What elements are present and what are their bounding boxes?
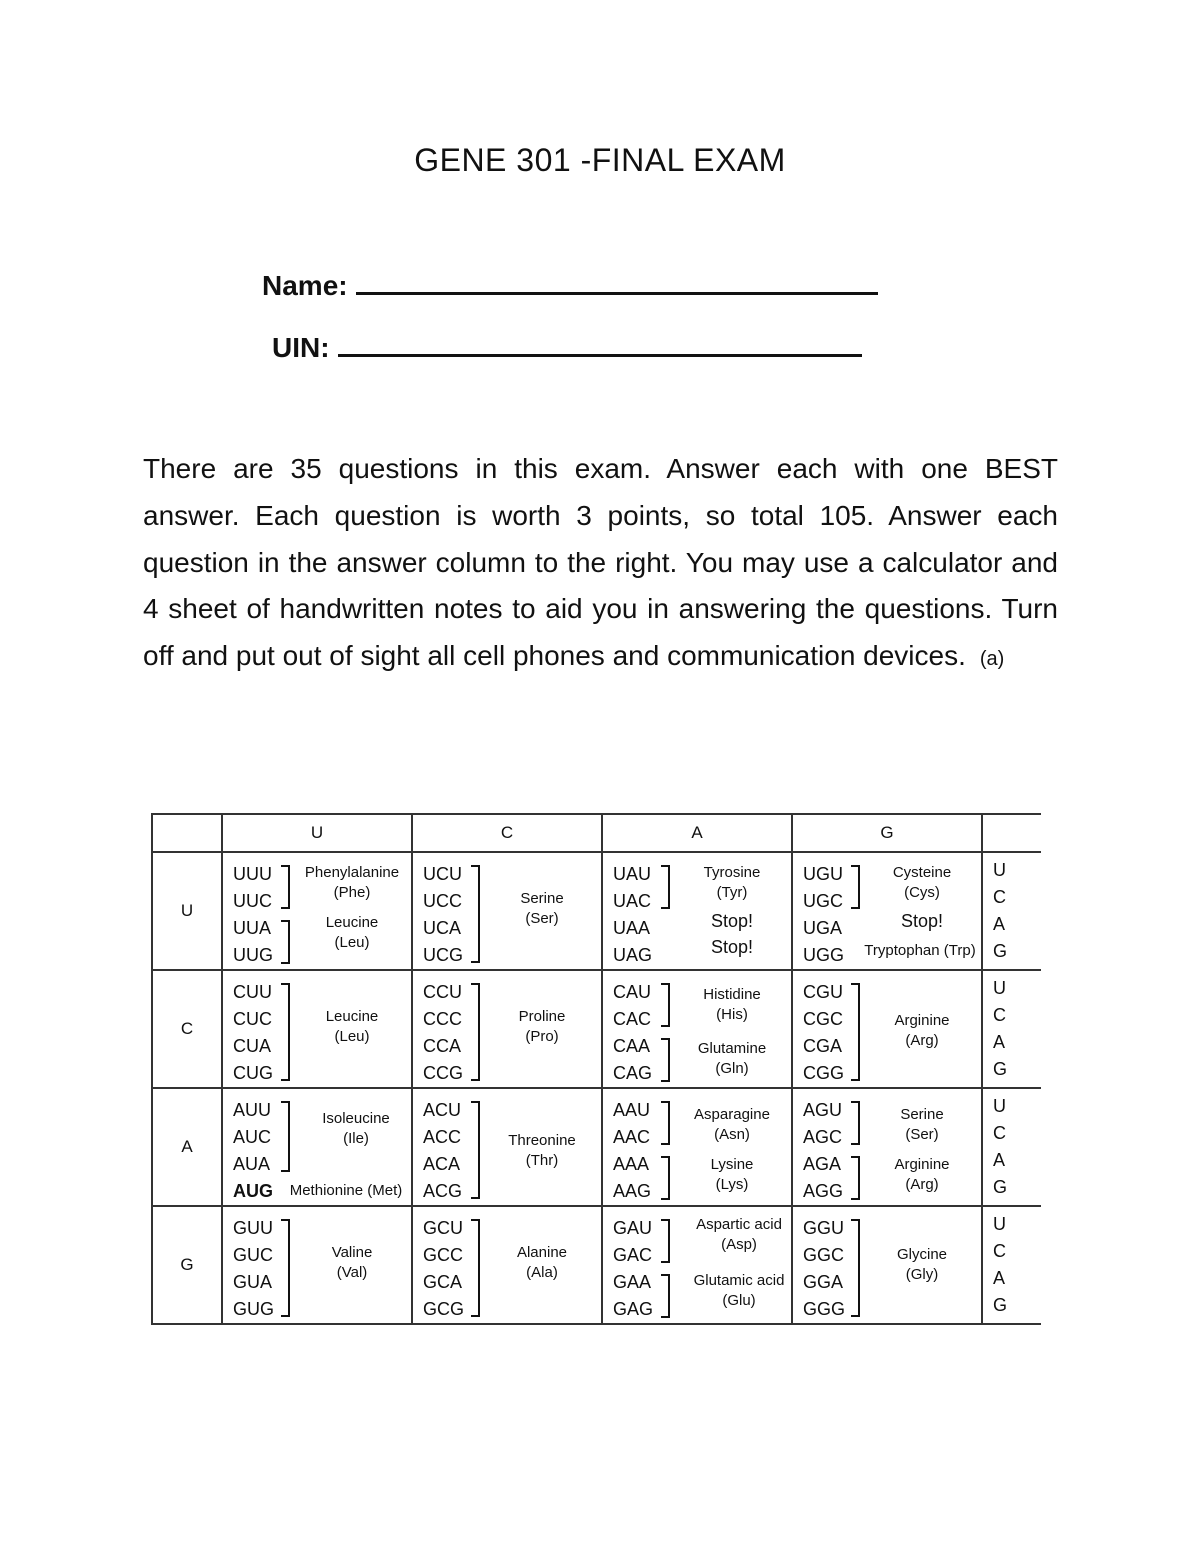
- codon-cell-ac: [412, 1088, 602, 1206]
- amino-acid-label: (Ser): [905, 1126, 939, 1143]
- codon: AGA: [803, 1154, 842, 1174]
- codon: CUG: [233, 1063, 273, 1083]
- codon: AAG: [613, 1181, 652, 1201]
- amino-acid-label: Tyrosine: [703, 864, 761, 881]
- third-position-label: U: [993, 860, 1006, 880]
- amino-acid-label: Histidine: [703, 986, 761, 1003]
- amino-acid-label: Glycine: [896, 1246, 948, 1263]
- codon: UUC: [233, 891, 272, 911]
- codon: GAA: [613, 1272, 652, 1292]
- codon: AUU: [233, 1100, 272, 1120]
- codon: UCG: [423, 945, 463, 965]
- codon: CAA: [613, 1036, 651, 1056]
- codon-bracket: [851, 983, 860, 1081]
- amino-acid-label: Cysteine: [892, 864, 952, 881]
- codon: GAC: [613, 1245, 653, 1265]
- codon: CCA: [423, 1036, 462, 1056]
- codon: CUU: [233, 982, 272, 1002]
- amino-acid-label: Valine: [331, 1244, 373, 1261]
- codon: CUC: [233, 1009, 272, 1029]
- codon: UAA: [613, 918, 651, 938]
- uin-field[interactable]: [272, 328, 862, 364]
- codon-bracket: [281, 920, 290, 964]
- amino-acid-label: Stop!: [900, 911, 944, 931]
- amino-acid-label: (Ser): [525, 910, 559, 927]
- amino-acid-label: (Asp): [721, 1236, 757, 1253]
- codon: UAC: [613, 891, 652, 911]
- codon-table-header-row: [152, 814, 1041, 852]
- codon-cell-ag: [792, 1088, 982, 1206]
- codon: UGU: [803, 864, 843, 884]
- codon: GUC: [233, 1245, 273, 1265]
- codon: UCU: [423, 864, 462, 884]
- codon: CGU: [803, 982, 843, 1002]
- codon: AGG: [803, 1181, 844, 1201]
- codon: GAG: [613, 1299, 654, 1319]
- codon-cell-gg: [792, 1206, 982, 1324]
- codon-bracket: [851, 1219, 860, 1317]
- codon: GGU: [803, 1218, 845, 1238]
- third-position-label: U: [993, 1214, 1006, 1234]
- amino-acid-label: (Pro): [525, 1028, 559, 1045]
- codon-bracket: [471, 983, 480, 1081]
- amino-acid-label: Serine: [520, 890, 564, 907]
- amino-acid-label: (Ile): [343, 1130, 369, 1147]
- third-position-labels: [982, 852, 1041, 970]
- codon-bracket: [281, 1101, 290, 1172]
- codon-bracket: [471, 865, 480, 963]
- column-header-u: U: [222, 814, 412, 852]
- codon: AAC: [613, 1127, 651, 1147]
- third-position-label: C: [993, 1005, 1006, 1025]
- amino-acid-label: (Phe): [333, 884, 371, 901]
- codon: CGG: [803, 1063, 845, 1083]
- amino-acid-label: (Gly): [905, 1266, 939, 1283]
- third-position-label: A: [993, 1268, 1006, 1288]
- codon-cell-ga: [602, 1206, 792, 1324]
- codon: CCU: [423, 982, 462, 1002]
- row-label-g: G: [152, 1206, 222, 1324]
- instructions-tag: (a): [979, 648, 1005, 671]
- amino-acid-label: Aspartic acid: [696, 1216, 782, 1233]
- codon-cell-ug: [792, 852, 982, 970]
- codon-cell-ca: [602, 970, 792, 1088]
- codon: GGC: [803, 1245, 845, 1265]
- codon-cell-gc: [412, 1206, 602, 1324]
- amino-acid-label: Threonine: [508, 1132, 576, 1149]
- codon: CCC: [423, 1009, 462, 1029]
- codon: ACG: [423, 1181, 463, 1201]
- third-position-label: A: [993, 914, 1006, 934]
- instructions-text: There are 35 questions in this exam. Answer each with one BEST answer. Each question is worth 3 points, so total 105. Answer each question in the answer column to the right. You may use a calculator and 4 sheet of handwritten notes to aid you in answering the questions. Turn off and put out of sight all cell phones and communication devices.: [143, 453, 1058, 672]
- amino-acid-label: Leucine: [325, 1008, 379, 1025]
- amino-acid-label: Lysine: [710, 1156, 754, 1173]
- amino-acid-label: Glutamic acid: [693, 1272, 785, 1289]
- codon: AGU: [803, 1100, 843, 1120]
- amino-acid-label: (Tyr): [716, 884, 748, 901]
- codon-bracket: [851, 865, 860, 909]
- codon-bracket: [281, 983, 290, 1081]
- amino-acid-label: (Asn): [714, 1126, 750, 1143]
- codon-bracket: [281, 865, 290, 909]
- codon: GAU: [613, 1218, 653, 1238]
- codon: UCC: [423, 891, 462, 911]
- codon-bracket: [851, 1156, 860, 1200]
- codon-bracket: [661, 1274, 670, 1318]
- row-label-a: A: [152, 1088, 222, 1206]
- codon: UAU: [613, 864, 652, 884]
- amino-acid-label: Proline: [518, 1008, 566, 1025]
- codon: AUA: [233, 1154, 271, 1174]
- codon: AUC: [233, 1127, 272, 1147]
- codon: GUA: [233, 1272, 273, 1292]
- amino-acid-label: (Leu): [334, 1028, 370, 1045]
- codon-bracket: [281, 1219, 290, 1317]
- amino-acid-label: Phenylalanine: [304, 864, 400, 881]
- codon-bracket: [471, 1219, 480, 1317]
- row-label-c: C: [152, 970, 222, 1088]
- codon: UAG: [613, 945, 653, 965]
- codon: GCU: [423, 1218, 463, 1238]
- codon: CAG: [613, 1063, 653, 1083]
- amino-acid-label: (Val): [336, 1264, 368, 1281]
- third-position-label: C: [993, 1123, 1006, 1143]
- amino-acid-label: Isoleucine: [322, 1110, 390, 1127]
- third-position-label: G: [993, 1177, 1008, 1197]
- codon-cell-uc: [412, 852, 602, 970]
- codon: CUA: [233, 1036, 272, 1056]
- codon: CGC: [803, 1009, 843, 1029]
- page-title: GENE 301 -FINAL EXAM: [414, 142, 786, 178]
- amino-acid-label: Stop!: [710, 937, 754, 957]
- codon: UUA: [233, 918, 272, 938]
- amino-acid-label: Tryptophan (Trp): [864, 942, 976, 959]
- amino-acid-label: Serine: [900, 1106, 944, 1123]
- third-position-label: C: [993, 887, 1006, 907]
- row-label-u: U: [152, 852, 222, 970]
- codon-row-a: [152, 1088, 1041, 1206]
- codon-cell-cg: [792, 970, 982, 1088]
- codon-bracket: [661, 1219, 670, 1263]
- codon-row-u: [152, 852, 1041, 970]
- uin-label: UIN:: [272, 332, 330, 363]
- third-position-labels: [982, 970, 1041, 1088]
- name-label: Name:: [262, 270, 348, 301]
- codon: GCC: [423, 1245, 463, 1265]
- codon-bracket: [661, 1156, 670, 1200]
- codon: UUG: [233, 945, 273, 965]
- amino-acid-label: (Cys): [904, 884, 940, 901]
- third-position-label: G: [993, 941, 1008, 961]
- third-position-header: [982, 814, 1041, 852]
- amino-acid-label: (Ala): [526, 1264, 558, 1281]
- codon-bracket: [661, 865, 670, 909]
- codon: AAU: [613, 1100, 651, 1120]
- codon: UGG: [803, 945, 845, 965]
- name-field[interactable]: [262, 266, 878, 302]
- codon: ACA: [423, 1154, 461, 1174]
- codon: CGA: [803, 1036, 843, 1056]
- amino-acid-label: (Glu): [722, 1292, 756, 1309]
- codon: GCG: [423, 1299, 465, 1319]
- amino-acid-label: Methionine (Met): [289, 1182, 403, 1199]
- codon: UGA: [803, 918, 843, 938]
- codon: CCG: [423, 1063, 463, 1083]
- amino-acid-label: (Thr): [525, 1152, 559, 1169]
- codon-cell-cc: [412, 970, 602, 1088]
- codon-bracket: [471, 1101, 480, 1199]
- amino-acid-label: (Arg): [905, 1032, 939, 1049]
- amino-acid-label: Arginine: [894, 1156, 950, 1173]
- amino-acid-label: Arginine: [894, 1012, 950, 1029]
- codon-cell-uu: [222, 852, 412, 970]
- codon-row-c: [152, 970, 1041, 1088]
- codon-row-g: [152, 1206, 1041, 1324]
- codon: GGG: [803, 1299, 846, 1319]
- third-position-label: C: [993, 1241, 1006, 1261]
- third-position-label: U: [993, 978, 1006, 998]
- codon: UGC: [803, 891, 843, 911]
- amino-acid-label: (Gln): [715, 1060, 749, 1077]
- amino-acid-label: Alanine: [516, 1244, 568, 1261]
- uin-blank-line[interactable]: [338, 328, 862, 357]
- amino-acid-label: Stop!: [710, 911, 754, 931]
- exam-instructions: [143, 446, 1058, 683]
- codon-bracket: [661, 1101, 670, 1145]
- amino-acid-label: Asparagine: [694, 1106, 770, 1123]
- third-position-label: U: [993, 1096, 1006, 1116]
- column-header-g: G: [792, 814, 982, 852]
- codon: UUU: [233, 864, 272, 884]
- genetic-code-table: [151, 813, 1041, 1325]
- codon: ACC: [423, 1127, 462, 1147]
- third-position-label: G: [993, 1059, 1008, 1079]
- codon: GUG: [233, 1299, 275, 1319]
- amino-acid-label: (Leu): [334, 934, 370, 951]
- column-header-c: C: [412, 814, 602, 852]
- column-header-a: A: [602, 814, 792, 852]
- codon-cell-aa: [602, 1088, 792, 1206]
- codon-bracket: [851, 1101, 860, 1145]
- codon: GGA: [803, 1272, 844, 1292]
- codon: CAU: [613, 982, 652, 1002]
- codon: CAC: [613, 1009, 652, 1029]
- codon: GUU: [233, 1218, 273, 1238]
- codon: AGC: [803, 1127, 843, 1147]
- name-blank-line[interactable]: [356, 266, 878, 295]
- amino-acid-label: Glutamine: [697, 1040, 767, 1057]
- codon: ACU: [423, 1100, 462, 1120]
- amino-acid-label: (Lys): [715, 1176, 749, 1193]
- third-position-labels: [982, 1088, 1041, 1206]
- third-position-labels: [982, 1206, 1041, 1324]
- codon-bracket: [661, 1038, 670, 1082]
- third-position-label: A: [993, 1032, 1006, 1052]
- codon-cell-cu: [222, 970, 412, 1088]
- codon: UCA: [423, 918, 462, 938]
- codon-bracket: [661, 983, 670, 1027]
- third-position-label: G: [993, 1295, 1008, 1315]
- codon: GCA: [423, 1272, 463, 1292]
- codon: AUG: [233, 1181, 273, 1201]
- codon-cell-ua: [602, 852, 792, 970]
- amino-acid-label: Leucine: [325, 914, 379, 931]
- table-corner: [152, 814, 222, 852]
- codon-cell-gu: [222, 1206, 412, 1324]
- amino-acid-label: (Arg): [905, 1176, 939, 1193]
- codon-cell-au: [222, 1088, 412, 1206]
- amino-acid-label: (His): [716, 1006, 748, 1023]
- third-position-label: A: [993, 1150, 1006, 1170]
- codon: AAA: [613, 1154, 650, 1174]
